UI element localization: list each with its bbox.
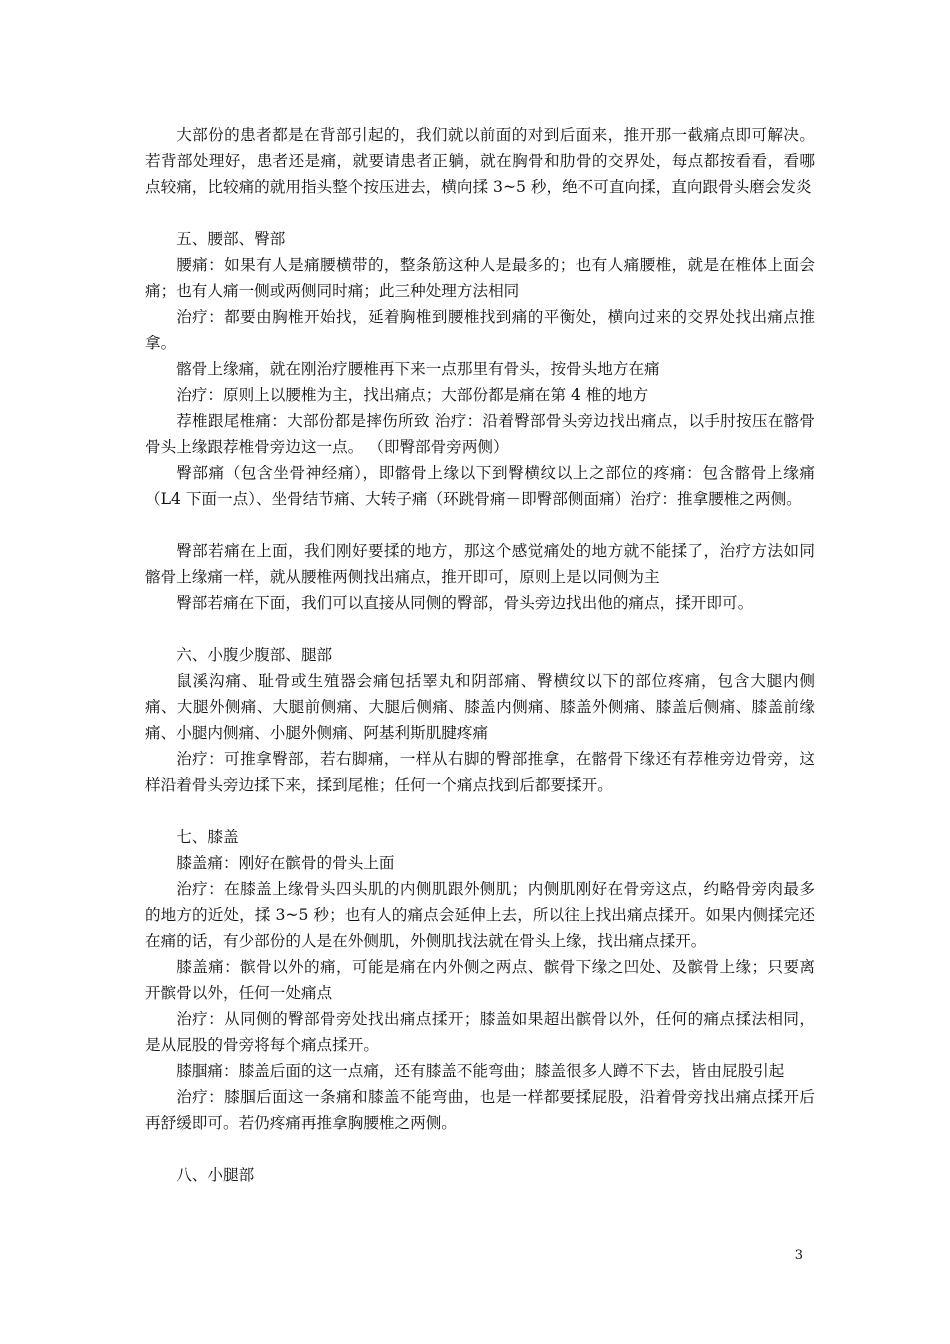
page-body <box>145 122 815 1188</box>
paragraph-popliteal-pain: 膝腘痛：膝盖后面的这一点痛，还有膝盖不能弯曲；膝盖很多人蹲不下去，皆由屁股引起 <box>176 1062 785 1080</box>
paragraph-knee-treatment-1: 治疗：在膝盖上缘骨头四头肌的内侧肌跟外侧肌；内侧肌刚好在骨旁这点，约略骨旁肉最多的地方的近处，揉 3~5 秒；也有人的痛点会延伸上去，所以往上找出痛点揉开。如果内侧揉完还在痛的话，有少部份的人是在外侧肌，外侧肌找法就在骨头上缘，找出痛点揉开。 <box>145 880 815 950</box>
paragraph-popliteal-treatment: 治疗：膝腘后面这一条痛和膝盖不能弯曲，也是一样都要揉屁股，沿着骨旁找出痛点揉开后再舒缓即可。若仍疼痛再推拿胸腰椎之两侧。 <box>145 1088 815 1132</box>
section-heading-calf: 八、小腿部 <box>176 1166 255 1184</box>
paragraph-iliac-pain: 髂骨上缘痛，就在刚治疗腰椎再下来一点那里有骨头，按骨头地方在痛 <box>176 360 660 378</box>
paragraph-buttock-upper: 臀部若痛在上面，我们刚好要揉的地方，那这个感觉痛处的地方就不能揉了，治疗方法如同髂骨上缘痛一样，就从腰椎两侧找出痛点，推开即可，原则上是以同侧为主 <box>145 542 815 586</box>
section-heading-waist-hip: 五、腰部、臀部 <box>176 230 286 248</box>
section-heading-knee: 七、膝盖 <box>176 828 239 846</box>
paragraph-gap <box>145 200 815 226</box>
paragraph-waist-treatment: 治疗：都要由胸椎开始找，延着胸椎到腰椎找到痛的平衡处，横向过来的交界处找出痛点推拿。 <box>145 308 815 352</box>
paragraph-gap <box>145 512 815 538</box>
paragraph-gap <box>145 798 815 824</box>
paragraph-groin-leg-treatment: 治疗：可推拿臀部，若右脚痛，一样从右脚的臀部推拿，在髂骨下缘还有荐椎旁边骨旁，这样沿着骨头旁边揉下来，揉到尾椎；任何一个痛点找到后都要揉开。 <box>145 750 815 794</box>
paragraph-gap <box>145 616 815 642</box>
paragraph-knee-treatment-2: 治疗：从同侧的臀部骨旁处找出痛点揉开；膝盖如果超出髌骨以外，任何的痛点揉法相同，是从屁股的骨旁将每个痛点揉开。 <box>145 1010 815 1054</box>
paragraph-knee-pain-outside-patella: 膝盖痛：髌骨以外的痛，可能是痛在内外侧之两点、髌骨下缘之凹处、及髌骨上缘；只要离开髌骨以外，任何一处痛点 <box>145 958 815 1002</box>
section-heading-abdomen-leg: 六、小腹少腹部、腿部 <box>176 646 333 664</box>
paragraph-gap <box>145 1136 815 1162</box>
paragraph-sacrum-coccyx-pain: 荐椎跟尾椎痛：大部份都是摔伤所致 治疗：沿着臀部骨头旁边找出痛点，以手肘按压在髂骨骨头上缘跟荐椎骨旁边这一点。 （即臀部骨旁两侧） <box>145 412 815 456</box>
paragraph-knee-pain-patella: 膝盖痛：刚好在髌骨的骨头上面 <box>176 854 395 872</box>
paragraph-groin-leg-pain: 鼠溪沟痛、耻骨或生殖器会痛包括睪丸和阴部痛、臀横纹以下的部位疼痛，包含大腿内侧痛、大腿外侧痛、大腿前侧痛、大腿后侧痛、膝盖内侧痛、膝盖外侧痛、膝盖后侧痛、膝盖前缘痛、小腿内侧痛、小腿外侧痛、阿基利斯肌腱疼痛 <box>145 672 815 742</box>
paragraph-buttock-pain: 臀部痛（包含坐骨神经痛），即髂骨上缘以下到臀横纹以上之部位的疼痛：包含髂骨上缘痛（L4 下面一点）、坐骨结节痛、大转子痛（环跳骨痛－即臀部侧面痛）治疗：推拿腰椎之两侧。 <box>145 464 815 508</box>
paragraph-iliac-treatment: 治疗：原则上以腰椎为主，找出痛点；大部份都是痛在第 4 椎的地方 <box>176 386 649 404</box>
paragraph-buttock-lower: 臀部若痛在下面，我们可以直接从同侧的臀部，骨头旁边找出他的痛点，揉开即可。 <box>176 594 754 612</box>
paragraph-back-pain-treatment: 大部份的患者都是在背部引起的，我们就以前面的对到后面来，推开那一截痛点即可解决。若背部处理好，患者还是痛，就要请患者正躺，就在胸骨和肋骨的交界处，每点都按看看，看哪点较痛，比较痛的就用指头整个按压进去，横向揉 3~5 秒，绝不可直向揉，直向跟骨头磨会发炎 <box>145 126 815 196</box>
paragraph-waist-pain: 腰痛：如果有人是痛腰横带的，整条筋这种人是最多的；也有人痛腰椎，就是在椎体上面会痛；也有人痛一侧或两侧同时痛；此三种处理方法相同 <box>145 256 815 300</box>
page-number: 3 <box>794 1248 803 1263</box>
